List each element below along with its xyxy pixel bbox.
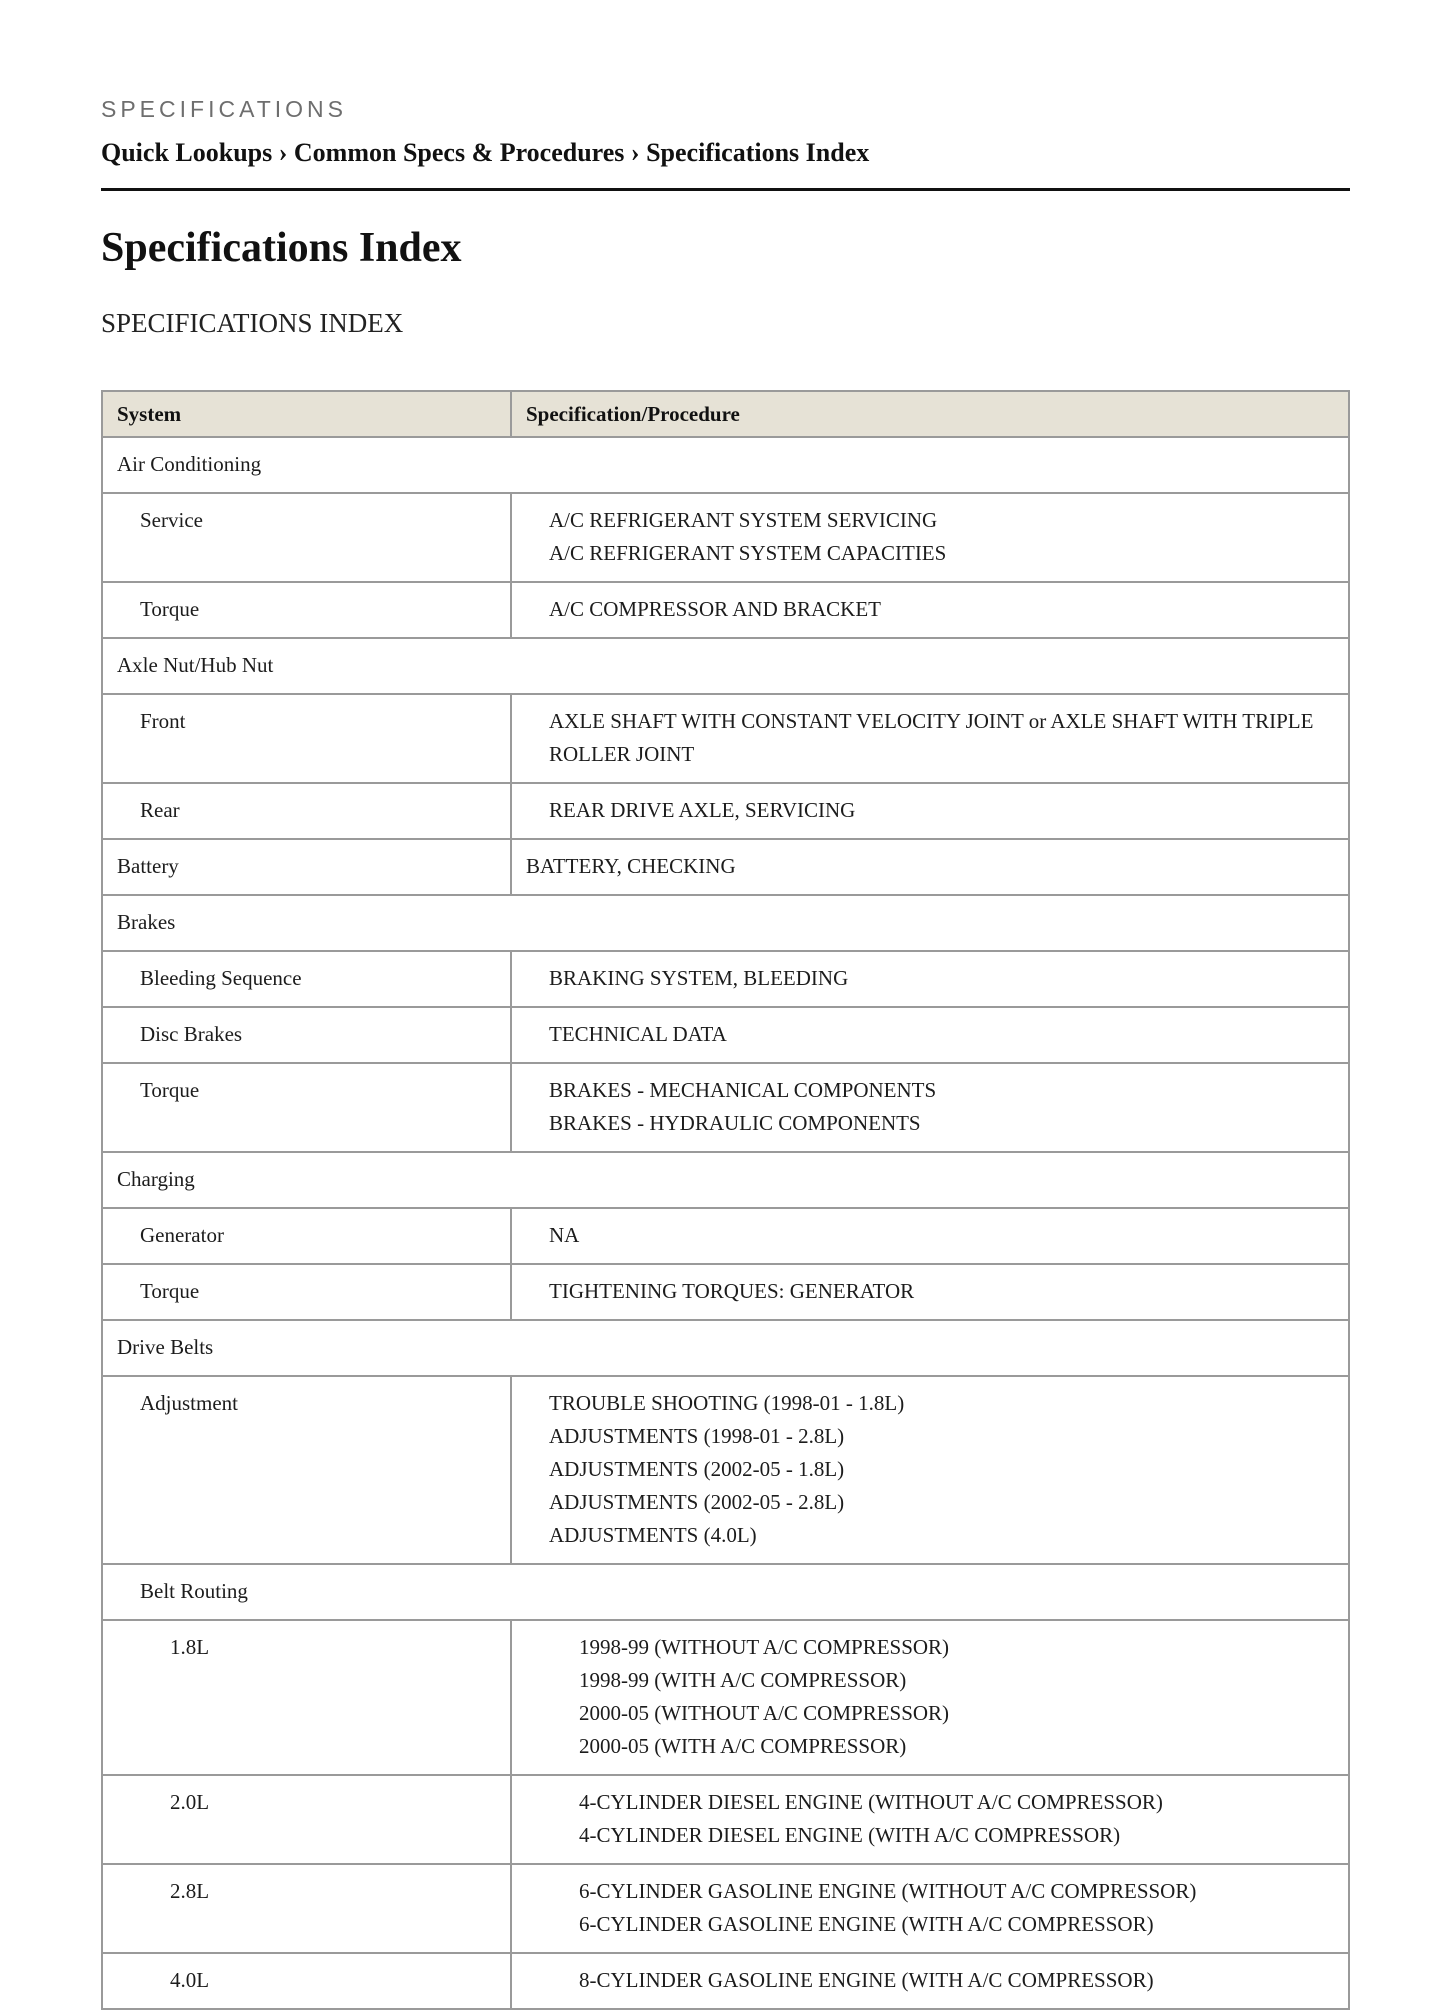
table-row — [102, 1320, 1349, 1376]
system-label: Rear — [140, 798, 180, 822]
table-row — [102, 1775, 1349, 1864]
specification-link[interactable]: NA — [549, 1223, 580, 1247]
table-row — [102, 493, 1349, 582]
specification-cell — [511, 1208, 1349, 1264]
table-row — [102, 1007, 1349, 1063]
system-cell — [102, 783, 511, 839]
system-cell — [102, 1564, 1349, 1620]
system-cell — [102, 1320, 1349, 1376]
system-label: Belt Routing — [140, 1579, 248, 1603]
system-label: Generator — [140, 1223, 224, 1247]
table-row — [102, 895, 1349, 951]
system-cell — [102, 1208, 511, 1264]
table-row — [102, 638, 1349, 694]
table-row — [102, 694, 1349, 783]
system-label: Battery — [117, 854, 179, 878]
table-row — [102, 951, 1349, 1007]
table-row — [102, 1953, 1349, 2009]
specification-link[interactable]: 2000-05 (WITHOUT A/C COMPRESSOR) — [579, 1701, 950, 1725]
specification-link[interactable]: ADJUSTMENTS (1998-01 - 2.8L) — [549, 1424, 845, 1448]
system-cell — [102, 638, 1349, 694]
specification-cell — [511, 951, 1349, 1007]
system-cell — [102, 1063, 511, 1152]
specification-link[interactable]: ADJUSTMENTS (2002-05 - 1.8L) — [549, 1457, 845, 1481]
specification-cell — [511, 694, 1349, 783]
specification-link[interactable]: BRAKING SYSTEM, BLEEDING — [549, 966, 849, 990]
specification-cell — [511, 582, 1349, 638]
system-label: Torque — [140, 1279, 200, 1303]
specification-link[interactable]: A/C COMPRESSOR AND BRACKET — [549, 597, 881, 621]
table-row — [102, 1208, 1349, 1264]
specification-cell — [511, 1264, 1349, 1320]
system-cell — [102, 1152, 1349, 1208]
table-row — [102, 1864, 1349, 1953]
table-row — [102, 1063, 1349, 1152]
specification-cell — [511, 1953, 1349, 2009]
specification-link[interactable]: 8-CYLINDER GASOLINE ENGINE (WITH A/C COMPRESSOR) — [579, 1968, 1154, 1992]
table-row — [102, 437, 1349, 493]
specification-link[interactable]: BRAKES - HYDRAULIC COMPONENTS — [549, 1111, 921, 1135]
section-title: SPECIFICATIONS INDEX — [101, 308, 404, 338]
system-cell — [102, 582, 511, 638]
system-label: 2.8L — [170, 1879, 210, 1903]
specification-link[interactable]: TROUBLE SHOOTING (1998-01 - 1.8L) — [549, 1391, 905, 1415]
table-row — [102, 1376, 1349, 1564]
system-label: 4.0L — [170, 1968, 210, 1992]
system-label: 2.0L — [170, 1790, 210, 1814]
specification-cell — [511, 1007, 1349, 1063]
system-cell — [102, 694, 511, 783]
system-cell — [102, 1007, 511, 1063]
specification-link[interactable]: BATTERY, CHECKING — [526, 854, 736, 878]
specification-link[interactable]: TECHNICAL DATA — [549, 1022, 727, 1046]
specification-link[interactable]: BRAKES - MECHANICAL COMPONENTS — [549, 1078, 937, 1102]
table-row — [102, 582, 1349, 638]
specifications-table — [101, 390, 1350, 2010]
system-cell — [102, 1775, 511, 1864]
system-label: 1.8L — [170, 1635, 210, 1659]
system-label: Service — [140, 508, 203, 532]
system-cell — [102, 1620, 511, 1775]
specification-link[interactable]: 2000-05 (WITH A/C COMPRESSOR) — [579, 1734, 907, 1758]
specification-link[interactable]: ADJUSTMENTS (4.0L) — [549, 1523, 757, 1547]
table-row — [102, 1620, 1349, 1775]
table-body — [102, 437, 1349, 2009]
specification-link[interactable]: REAR DRIVE AXLE, SERVICING — [549, 798, 856, 822]
table-header-row — [102, 391, 1349, 437]
system-cell — [102, 437, 1349, 493]
system-label: Torque — [140, 597, 200, 621]
system-cell — [102, 1864, 511, 1953]
specification-link[interactable]: A/C REFRIGERANT SYSTEM SERVICING — [549, 508, 938, 532]
system-cell — [102, 1953, 511, 2009]
specification-link[interactable]: 4-CYLINDER DIESEL ENGINE (WITHOUT A/C COMPRESSOR) — [579, 1790, 1163, 1814]
column-header-system: System — [102, 391, 511, 437]
specification-cell — [511, 1376, 1349, 1564]
system-label: Torque — [140, 1078, 200, 1102]
specification-cell — [511, 1775, 1349, 1864]
system-cell — [102, 895, 1349, 951]
specification-link[interactable]: 6-CYLINDER GASOLINE ENGINE (WITHOUT A/C COMPRESSOR) — [579, 1879, 1197, 1903]
system-label: Drive Belts — [117, 1335, 214, 1359]
specification-link[interactable]: 4-CYLINDER DIESEL ENGINE (WITH A/C COMPRESSOR) — [579, 1823, 1121, 1847]
specification-link[interactable]: ADJUSTMENTS (2002-05 - 2.8L) — [549, 1490, 845, 1514]
specification-link[interactable]: 1998-99 (WITH A/C COMPRESSOR) — [579, 1668, 907, 1692]
specification-cell — [511, 1620, 1349, 1775]
table-row — [102, 1152, 1349, 1208]
specification-link[interactable]: A/C REFRIGERANT SYSTEM CAPACITIES — [549, 541, 947, 565]
header-divider — [101, 188, 1350, 191]
specification-cell — [511, 493, 1349, 582]
table-row — [102, 1564, 1349, 1620]
system-label: Bleeding Sequence — [140, 966, 302, 990]
breadcrumb: Quick Lookups › Common Specs & Procedures › Specifications Index — [101, 138, 870, 167]
system-label: Disc Brakes — [140, 1022, 243, 1046]
system-cell — [102, 1264, 511, 1320]
system-label: Air Conditioning — [117, 452, 262, 476]
specification-cell — [511, 783, 1349, 839]
system-cell — [102, 951, 511, 1007]
table-row — [102, 839, 1349, 895]
system-label: Charging — [117, 1167, 195, 1191]
column-header-specification: Specification/Procedure — [511, 391, 1349, 437]
system-cell — [102, 493, 511, 582]
specification-cell — [511, 1063, 1349, 1152]
specification-link[interactable]: 6-CYLINDER GASOLINE ENGINE (WITH A/C COMPRESSOR) — [579, 1912, 1154, 1936]
system-label: Brakes — [117, 910, 176, 934]
table-row — [102, 783, 1349, 839]
table-row — [102, 1264, 1349, 1320]
system-cell — [102, 839, 511, 895]
system-cell — [102, 1376, 511, 1564]
specification-cell — [511, 839, 1349, 895]
specification-link[interactable]: AXLE SHAFT WITH CONSTANT VELOCITY JOINT or AXLE SHAFT WITH TRIPLE ROLLER JOINT — [549, 709, 1314, 766]
section-eyebrow: SPECIFICATIONS — [101, 96, 347, 122]
specification-cell — [511, 1864, 1349, 1953]
page-title: Specifications Index — [101, 225, 462, 271]
specification-link[interactable]: 1998-99 (WITHOUT A/C COMPRESSOR) — [579, 1635, 950, 1659]
specification-link[interactable]: TIGHTENING TORQUES: GENERATOR — [549, 1279, 915, 1303]
system-label: Front — [140, 709, 186, 733]
system-label: Axle Nut/Hub Nut — [117, 653, 274, 677]
system-label: Adjustment — [140, 1391, 238, 1415]
